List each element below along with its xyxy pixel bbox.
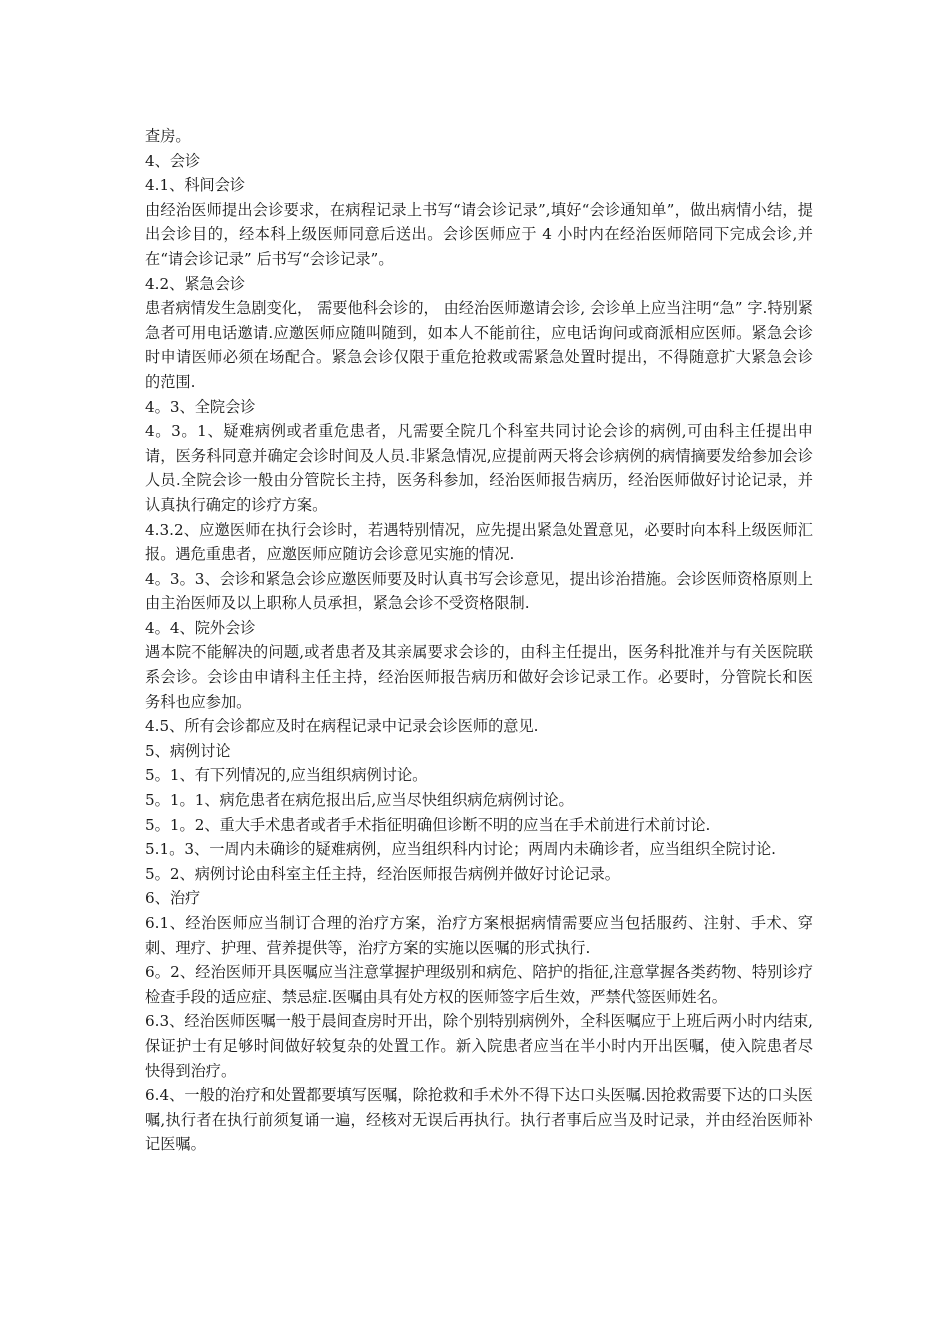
heading-emergency-consultation: 4.2、紧急会诊: [145, 274, 246, 293]
heading-hospital-wide-consultation: 4。3、全院会诊: [145, 397, 256, 416]
paragraph-5-1-1: 5。1。1、病危患者在病危报出后,应当尽快组织病危病例讨论。: [145, 791, 574, 810]
paragraph-emergency-consultation: 患者病情发生急剧变化， 需要他科会诊的， 由经治医师邀请会诊, 会诊单上应当注明“急” 字.特别紧急者可用电话邀请.应邀医师应随叫随到，如本人不能前往，应电话询问或商派相应医师。紧急会诊时申请医师必须在场配合。紧急会诊仅限于重危抢救或需紧急处置时提出，不得随意扩大紧急会诊的范围.: [145, 299, 813, 391]
paragraph-4-3-1: 4。3。1、疑难病例或者重危患者，凡需要全院几个科室共同讨论会诊的病例,可由科主任提出申请，医务科同意并确定会诊时间及人员.非紧急情况,应提前两天将会诊病例的病情摘要发给参加会诊人员.全院会诊一般由分管院长主持，医务科参加，经治医师报告病历，经治医师做好讨论记录，并认真执行确定的诊疗方案。: [145, 422, 813, 514]
paragraph-6-4: 6.4、一般的治疗和处置都要填写医嘱，除抢救和手术外不得下达口头医嘱.因抢救需要下达的口头医嘱,执行者在执行前须复诵一遍，经核对无误后再执行。执行者事后应当及时记录，并由经治医师补记医嘱。: [145, 1086, 813, 1154]
paragraph-4-5: 4.5、所有会诊都应及时在病程记录中记录会诊医师的意见.: [145, 717, 539, 736]
document-body: [145, 124, 813, 1157]
paragraph-5-1-2: 5。1。2、重大手术患者或者手术指征明确但诊断不明的应当在手术前进行术前讨论.: [145, 815, 711, 834]
paragraph-5-1: 5。1、有下列情况的,应当组织病例讨论。: [145, 766, 428, 785]
paragraph-external-consultation: 遇本院不能解决的问题,或者患者及其亲属要求会诊的，由科主任提出，医务科批准并与有关医院联系会诊。会诊由申请科主任主持，经治医师报告病历和做好会诊记录工作。必要时，分管院长和医务科也应参加。: [145, 643, 813, 711]
paragraph-5-2: 5。2、病例讨论由科室主任主持，经治医师报告病例并做好讨论记录。: [145, 864, 620, 883]
paragraph-5-1-3: 5.1。3、一周内未确诊的疑难病例，应当组织科内讨论；两周内未确诊者，应当组织全院讨论.: [145, 840, 776, 859]
paragraph-6-2: 6。2、经治医师开具医嘱应当注意掌握护理级别和病危、陪护的指征,注意掌握各类药物、特别诊疗检查手段的适应症、禁忌症.医嘱由具有处方权的医师签字后生效，严禁代签医师姓名。: [145, 963, 813, 1006]
paragraph-6-1: 6.1、经治医师应当制订合理的治疗方案，治疗方案根据病情需要应当包括服药、注射、手术、穿刺、理疗、护理、营养提供等，治疗方案的实施以医嘱的形式执行.: [145, 914, 813, 957]
paragraph-ward-round-end: 查房。: [145, 127, 191, 145]
heading-interdepartment-consultation: 4.1、科间会诊: [145, 176, 246, 195]
heading-external-consultation: 4。4、院外会诊: [145, 618, 256, 637]
paragraph-6-3: 6.3、经治医师医嘱一般于晨间查房时开出，除个别特别病例外，全科医嘱应于上班后两小时内结束,保证护士有足够时间做好较复杂的处置工作。新入院患者应当在半小时内开出医嘱，使入院患者尽快得到治疗。: [145, 1012, 813, 1080]
heading-treatment: 6、治疗: [145, 889, 201, 908]
paragraph-4-3-3: 4。3。3、会诊和紧急会诊应邀医师要及时认真书写会诊意见，提出诊治措施。会诊医师资格原则上由主治医师及以上职称人员承担，紧急会诊不受资格限制.: [145, 569, 813, 613]
heading-consultation: 4、会诊: [145, 151, 201, 170]
paragraph-interdepartment-consultation: 由经治医师提出会诊要求，在病程记录上书写“请会诊记录”,填好“会诊通知单”，做出病情小结，提出会诊目的，经本科上级医师同意后送出。会诊医师应于 4 小时内在经治医师陪同下完成会诊,并在“请会诊记录” 后书写“会诊记录”。: [145, 200, 813, 268]
heading-case-discussion: 5、病例讨论: [145, 741, 231, 760]
paragraph-4-3-2: 4.3.2、应邀医师在执行会诊时，若遇特别情况，应先提出紧急处置意见，必要时向本科上级医师汇报。遇危重患者，应邀医师应随访会诊意见实施的情况.: [145, 520, 813, 564]
